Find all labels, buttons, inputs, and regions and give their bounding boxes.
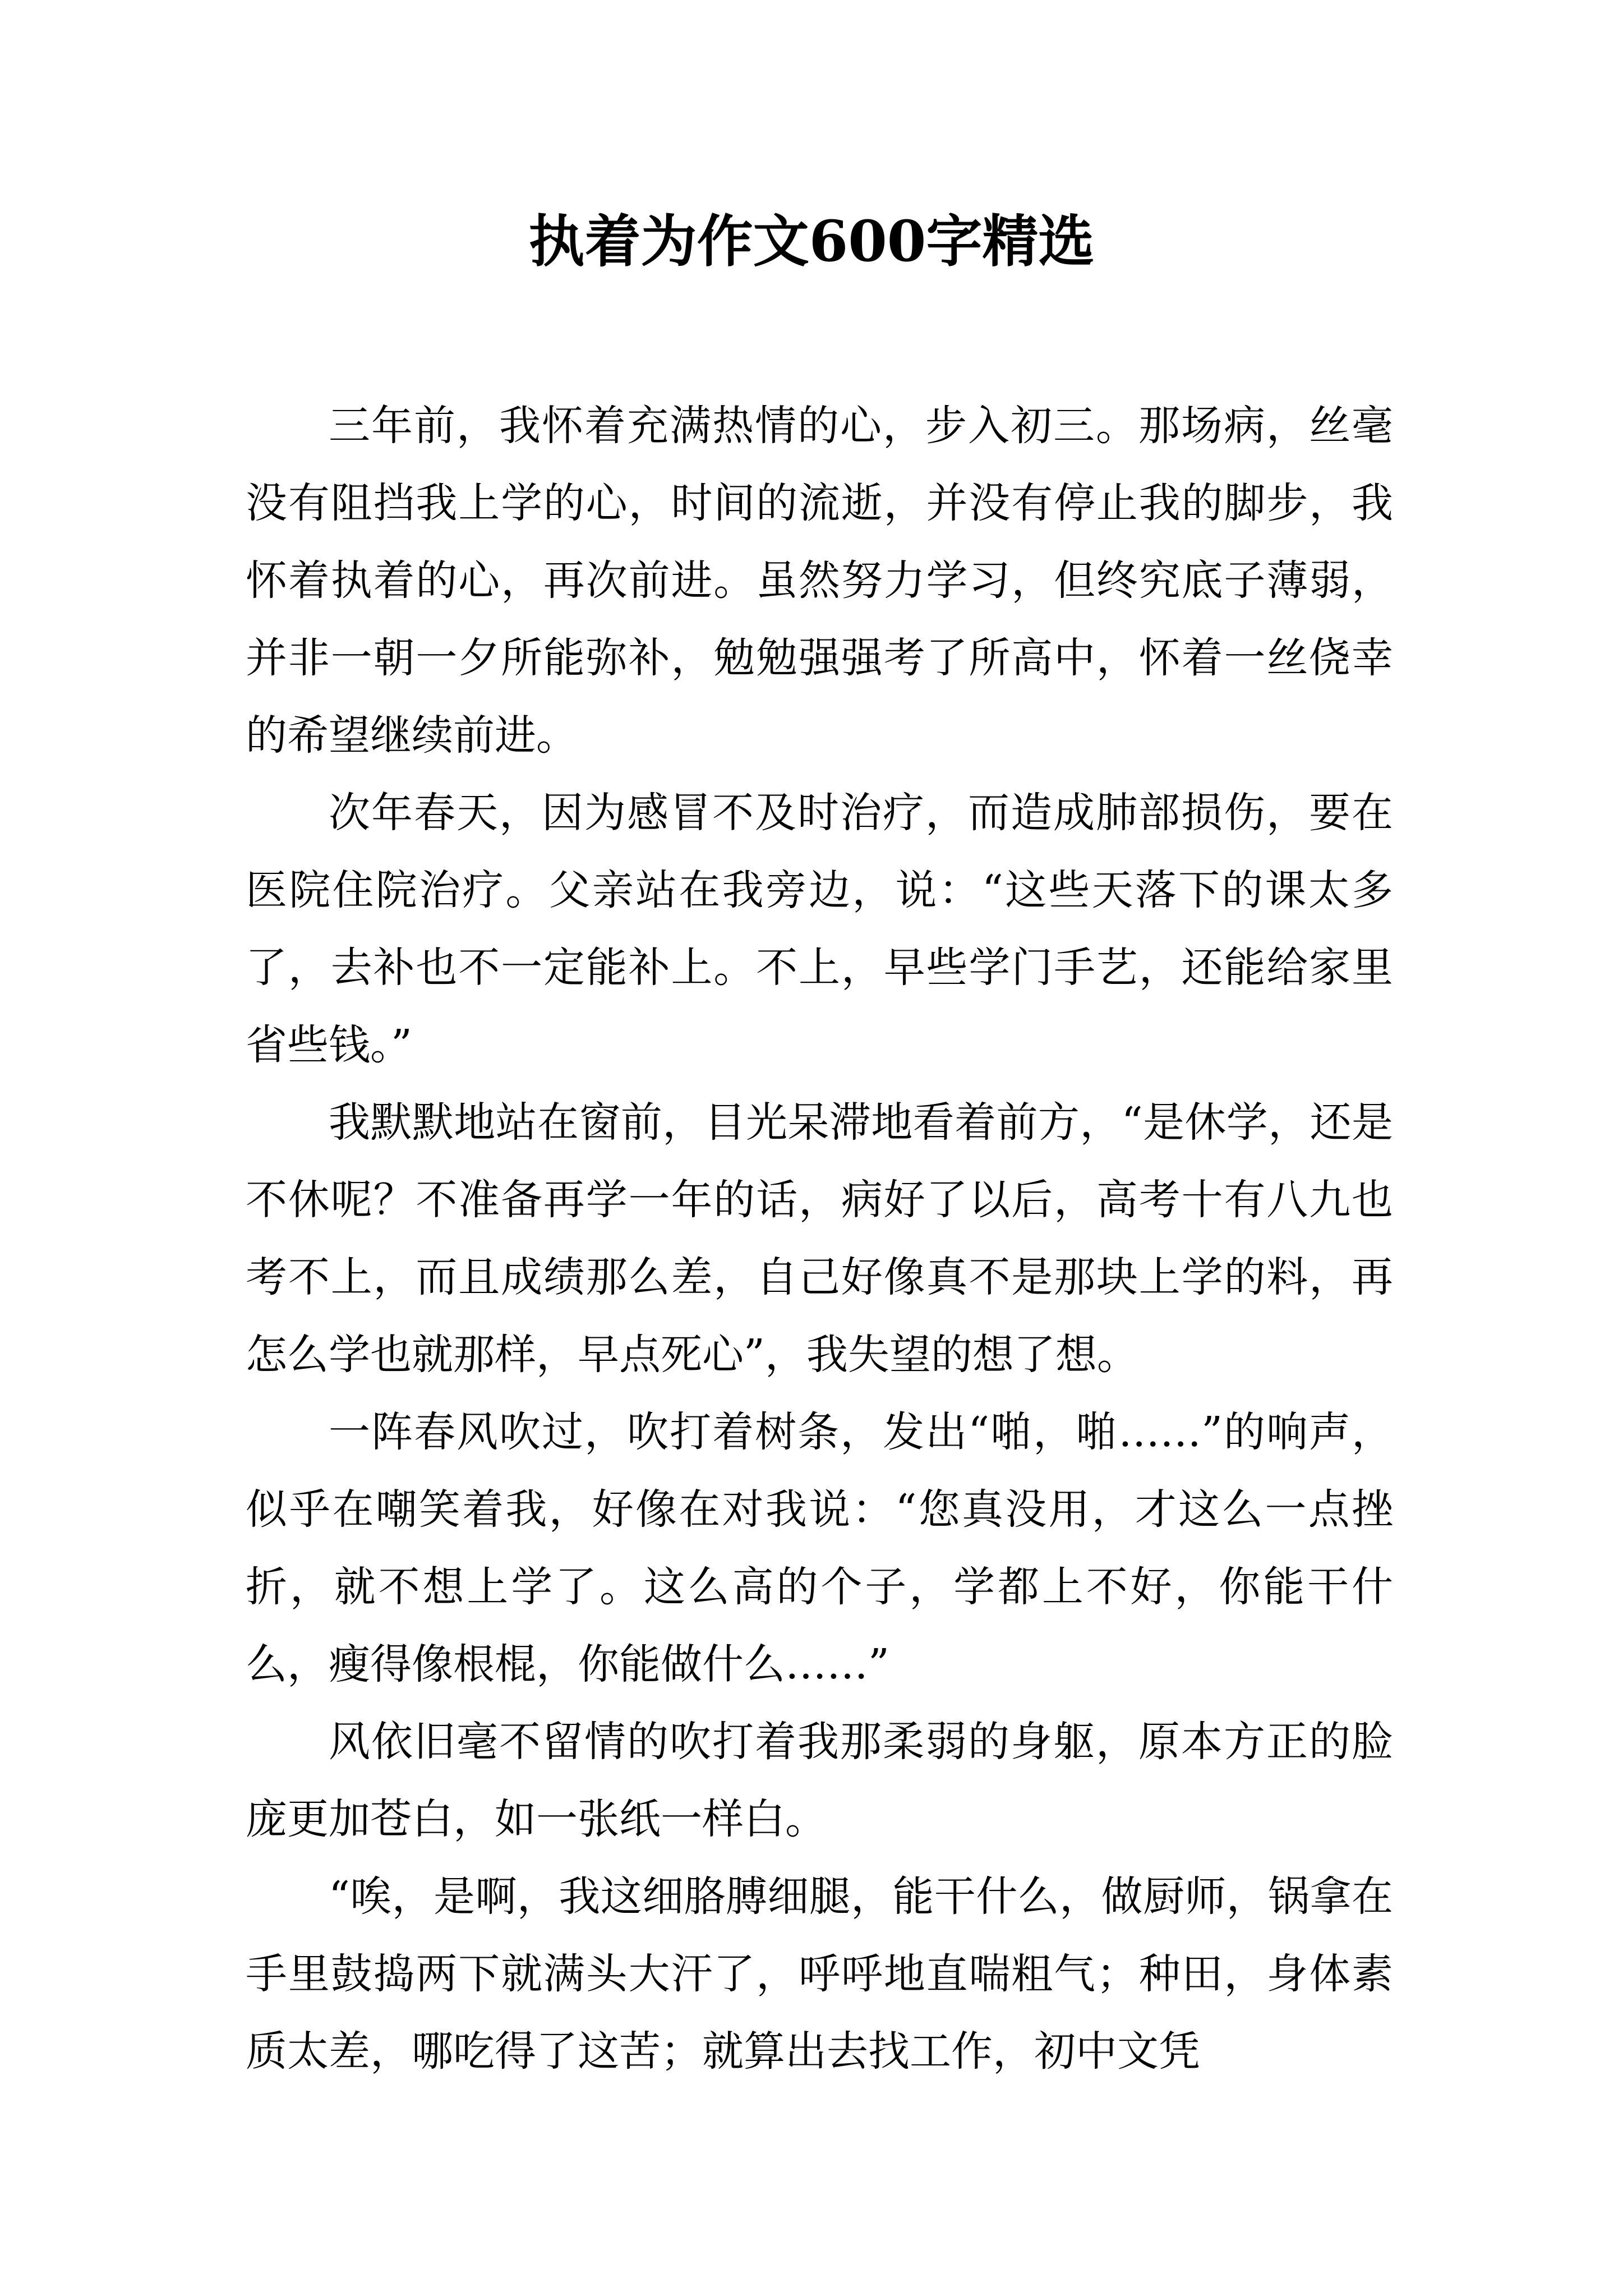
document-body [246,387,1393,2090]
paragraph-2: 次年春天，因为感冒不及时治疗，而造成肺部损伤，要在医院住院治疗。父亲站在我旁边，说：“这些天落下的课太多了，去补也不一定能补上。不上，早些学门手艺，还能给家里省些钱。” [246,789,1393,1069]
paragraph-5: 风依旧毫不留情的吹打着我那柔弱的身躯，原本方正的脸庞更加苍白，如一张纸一样白。 [246,1718,1393,1843]
paragraph-6: “唉，是啊，我这细胳膊细腿，能干什么，做厨师，锅拿在手里鼓捣两下就满头大汗了，呼呼地直喘粗气；种田，身体素质太差，哪吃得了这苦；就算出去找工作，初中文凭 [246,1872,1393,2076]
paragraph-3: 我默默地站在窗前，目光呆滞地看着前方，“是休学，还是不休呢？不准备再学一年的话，病好了以后，高考十有八九也考不上，而且成绩那么差，自己好像真不是那块上学的料，再怎么学也就那样，早点死心”，我失望的想了想。 [246,1098,1393,1379]
paragraph-1: 三年前，我怀着充满热情的心，步入初三。那场病，丝毫没有阻挡我上学的心，时间的流逝，并没有停止我的脚步，我怀着执着的心，再次前进。虽然努力学习，但终究底子薄弱，并非一朝一夕所能弥补，勉勉强强考了所高中，怀着一丝侥幸的希望继续前进。 [246,402,1393,760]
paragraph-4: 一阵春风吹过，吹打着树条，发出“啪，啪……”的响声，似乎在嘲笑着我，好像在对我说：“您真没用，才这么一点挫折，就不想上学了。这么高的个子，学都上不好，你能干什么，瘦得像根棍，你能做什么……” [246,1408,1393,1688]
document-title: 执着为作文600字精选 [528,208,1095,274]
